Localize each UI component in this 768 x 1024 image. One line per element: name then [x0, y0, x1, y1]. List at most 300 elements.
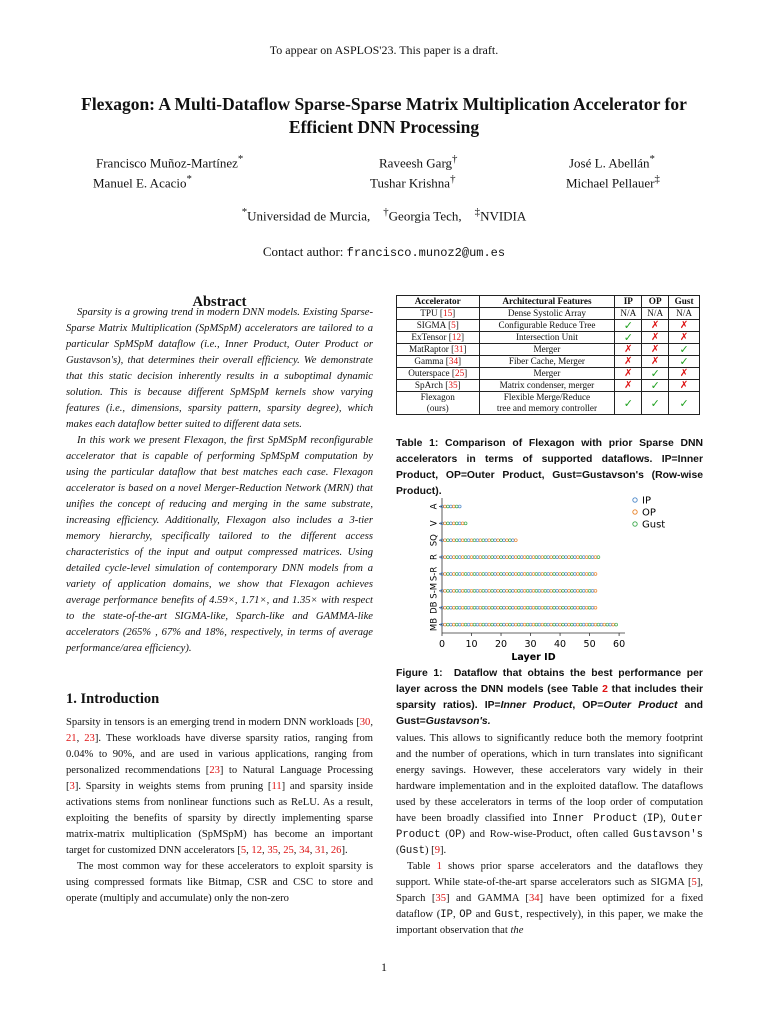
data-point: [458, 589, 461, 592]
data-point: [488, 539, 491, 542]
data-point: [464, 539, 467, 542]
x-tick-label: 30: [524, 639, 537, 650]
data-point: [585, 573, 588, 576]
ip-cell: N/A: [615, 308, 642, 320]
data-point: [517, 589, 520, 592]
category-label: DB: [429, 601, 440, 614]
data-point: [594, 573, 597, 576]
data-point: [455, 573, 458, 576]
data-point: [508, 589, 511, 592]
data-point: [615, 623, 618, 626]
x-tick-label: 10: [465, 639, 478, 650]
data-point: [562, 573, 565, 576]
data-point: [503, 556, 506, 559]
data-point: [520, 589, 523, 592]
data-point: [455, 539, 458, 542]
data-point: [452, 556, 455, 559]
citation[interactable]: 35: [267, 845, 278, 856]
citation[interactable]: 3: [69, 781, 75, 792]
data-point: [526, 573, 529, 576]
data-point: [508, 539, 511, 542]
data-point: [488, 606, 491, 609]
data-point: [506, 556, 509, 559]
data-point: [476, 606, 479, 609]
data-point: [550, 556, 553, 559]
features-cell: Dense Systolic Array: [479, 308, 615, 320]
citation[interactable]: 34: [299, 845, 310, 856]
data-point: [464, 606, 467, 609]
data-point: [479, 623, 482, 626]
data-point: [576, 589, 579, 592]
data-point: [494, 573, 497, 576]
gust-cell: ✗: [669, 368, 700, 380]
contact-line: Contact author: francisco.munoz2@um.es: [262, 244, 506, 260]
intro-paragraph-2: The most common way for these accelerators to exploit sparsity is using compressed formats like Bitmap, CSR and CSC to store and operate (multiply and accumulate) only the non-zero: [66, 861, 373, 904]
data-point: [523, 606, 526, 609]
features-cell: Flexible Merge/Reduce tree and memory controller: [479, 392, 615, 415]
data-point: [514, 573, 517, 576]
data-point: [594, 556, 597, 559]
citation[interactable]: 25: [454, 368, 465, 378]
data-point: [467, 606, 470, 609]
table-row: [397, 344, 700, 356]
data-point: [488, 573, 491, 576]
citation[interactable]: 23: [209, 765, 220, 776]
data-point: [529, 573, 532, 576]
table-header-row: [397, 296, 700, 308]
data-point: [562, 606, 565, 609]
data-point: [500, 623, 503, 626]
data-point: [565, 623, 568, 626]
data-point: [491, 556, 494, 559]
table-header: Gust: [669, 296, 700, 308]
data-point: [570, 606, 573, 609]
data-point: [497, 539, 500, 542]
data-point: [494, 606, 497, 609]
data-point: [464, 556, 467, 559]
data-point: [508, 606, 511, 609]
data-point: [565, 573, 568, 576]
data-point: [447, 623, 450, 626]
accelerator-cell: Gamma [34]: [397, 356, 480, 368]
author-3: José L. Abellán*: [569, 153, 655, 171]
data-point: [447, 505, 450, 508]
op-cell: ✗: [642, 320, 669, 332]
data-point: [517, 606, 520, 609]
data-point: [529, 623, 532, 626]
data-point: [473, 539, 476, 542]
data-point: [458, 556, 461, 559]
data-point: [485, 623, 488, 626]
data-point: [544, 606, 547, 609]
data-point: [588, 573, 591, 576]
data-point: [470, 573, 473, 576]
citation[interactable]: 35: [435, 893, 446, 904]
data-point: [582, 623, 585, 626]
data-point: [455, 505, 458, 508]
data-point: [585, 606, 588, 609]
accelerator-cell: MatRaptor [31]: [397, 344, 480, 356]
citation[interactable]: 9: [434, 845, 440, 856]
data-point: [444, 505, 447, 508]
citation[interactable]: 35: [448, 380, 458, 390]
data-point: [452, 589, 455, 592]
data-point: [568, 623, 571, 626]
data-point: [511, 539, 514, 542]
data-point: [473, 606, 476, 609]
data-point: [544, 573, 547, 576]
data-point: [559, 606, 562, 609]
data-point: [520, 573, 523, 576]
data-point: [532, 623, 535, 626]
data-point: [559, 556, 562, 559]
data-point: [461, 573, 464, 576]
data-point: [458, 573, 461, 576]
data-point: [588, 623, 591, 626]
data-point: [547, 589, 550, 592]
citation[interactable]: 15: [442, 308, 453, 318]
data-point: [582, 606, 585, 609]
data-point: [470, 606, 473, 609]
citation[interactable]: 12: [251, 845, 263, 856]
data-point: [447, 539, 450, 542]
citation[interactable]: 31: [454, 344, 464, 354]
table-caption: Table 1: Comparison of Flexagon with prior Sparse DNN accelerators in terms of supported dataflows. IP=Inner Product, OP=Outer Product, Gust=Gustavson's (Row-wise Product).: [396, 438, 703, 497]
data-point: [568, 606, 571, 609]
data-point: [503, 606, 506, 609]
gust-cell: ✓: [669, 392, 700, 415]
data-point: [476, 623, 479, 626]
draft-notice: To appear on ASPLOS'23. This paper is a draft.: [269, 43, 499, 57]
title-line-2: Efficient DNN Processing: [288, 117, 480, 137]
data-point: [550, 606, 553, 609]
data-point: [568, 589, 571, 592]
data-point: [476, 589, 479, 592]
table-row: [397, 332, 700, 344]
data-point: [570, 573, 573, 576]
data-point: [444, 589, 447, 592]
data-point: [485, 606, 488, 609]
data-point: [529, 589, 532, 592]
figure-caption: Figure 1: Dataflow that obtains the best performance per layer across the DNN models (see Table 2 that includes their sparsity ratios). IP=Inner Product, OP=Outer Product and Gust=Gustavson's.: [396, 668, 704, 727]
legend-label: Gust: [642, 519, 666, 531]
data-point: [541, 573, 544, 576]
citation[interactable]: 23: [84, 733, 95, 744]
data-point: [526, 589, 529, 592]
data-point: [541, 589, 544, 592]
data-point: [482, 556, 485, 559]
data-point: [449, 573, 452, 576]
data-point: [476, 539, 479, 542]
data-point: [582, 573, 585, 576]
table-row-flexagon: [397, 392, 700, 415]
intro-paragraph-1: Sparsity in tensors is an emerging trend in modern DNN workloads [30, 21, 23]. These workloads have diverse sparsity ratios, ranging from 0.04% to 90%, and are used in various applications, ranging from personalized recommendations [23] to Natural Language Processing [3]. Sparsity in weights stems from pruning [11] and sparsity inside activations stems from nonlinear functions such as ReLU. As a result, exploiting the benefits of sparsity by directly implementing sparse matrix-matrix multiplication (SpMSpM) has become an important target for customized DNN accelerators [5, 12, 35, 25, 34, 31, 26].: [66, 717, 374, 856]
accelerator-cell: SpArch [35]: [397, 380, 480, 392]
data-point: [508, 623, 511, 626]
comparison-table: [396, 295, 700, 415]
data-point: [458, 505, 461, 508]
data-point: [550, 589, 553, 592]
data-point: [452, 606, 455, 609]
features-cell: Merger: [479, 344, 615, 356]
data-point: [588, 556, 591, 559]
citation[interactable]: 26: [330, 845, 342, 856]
title-line-1: Flexagon: A Multi-Dataflow Sparse-Sparse Matrix Multiplication Accelerator for: [81, 94, 687, 114]
data-point: [479, 539, 482, 542]
data-point: [612, 623, 615, 626]
citation[interactable]: 11: [271, 781, 282, 792]
data-point: [514, 606, 517, 609]
data-point: [485, 556, 488, 559]
data-point: [482, 573, 485, 576]
citation[interactable]: 5: [451, 320, 456, 330]
features-cell: Intersection Unit: [479, 332, 615, 344]
table-row: [397, 320, 700, 332]
data-point: [579, 573, 582, 576]
data-point: [503, 589, 506, 592]
data-point: [538, 606, 541, 609]
gust-cell: ✗: [669, 380, 700, 392]
legend-marker: [633, 498, 637, 502]
data-point: [464, 522, 467, 525]
data-point: [449, 589, 452, 592]
op-cell: N/A: [642, 308, 669, 320]
data-point: [447, 556, 450, 559]
data-point: [455, 606, 458, 609]
data-point: [538, 623, 541, 626]
data-point: [553, 573, 556, 576]
data-point: [591, 573, 594, 576]
data-point: [455, 556, 458, 559]
table-row: [397, 308, 700, 320]
features-cell: Configurable Reduce Tree: [479, 320, 615, 332]
data-point: [538, 556, 541, 559]
data-point: [562, 556, 565, 559]
data-point: [449, 556, 452, 559]
data-point: [588, 606, 591, 609]
data-point: [464, 573, 467, 576]
data-point: [497, 623, 500, 626]
data-point: [526, 606, 529, 609]
data-point: [538, 589, 541, 592]
data-point: [452, 573, 455, 576]
accelerator-cell: Outerspace [25]: [397, 368, 480, 380]
data-point: [479, 606, 482, 609]
data-point: [482, 589, 485, 592]
data-point: [553, 623, 556, 626]
data-point: [597, 623, 600, 626]
data-point: [547, 606, 550, 609]
data-point: [461, 589, 464, 592]
category-label: MB: [429, 617, 440, 632]
data-point: [511, 623, 514, 626]
data-point: [458, 606, 461, 609]
data-point: [464, 623, 467, 626]
author-6: Michael Pellauer‡: [566, 173, 660, 191]
data-point: [455, 623, 458, 626]
data-point: [479, 573, 482, 576]
data-point: [511, 573, 514, 576]
data-point: [541, 623, 544, 626]
data-point: [494, 623, 497, 626]
data-point: [568, 573, 571, 576]
op-cell: ✓: [642, 380, 669, 392]
op-cell: ✓: [642, 392, 669, 415]
data-point: [444, 539, 447, 542]
data-point: [517, 623, 520, 626]
data-point: [609, 623, 612, 626]
intro-body: [66, 715, 373, 907]
intro-heading: 1. Introduction: [66, 691, 160, 707]
data-point: [570, 623, 573, 626]
ip-cell: ✓: [615, 332, 642, 344]
data-point: [473, 573, 476, 576]
table-header: Accelerator: [397, 296, 480, 308]
data-point: [570, 589, 573, 592]
data-point: [470, 539, 473, 542]
data-point: [491, 623, 494, 626]
abstract-body: [66, 305, 373, 657]
citation[interactable]: 5: [240, 845, 247, 856]
table-row: [397, 368, 700, 380]
data-point: [503, 573, 506, 576]
data-point: [547, 573, 550, 576]
right-paragraph-2: Table 1 shows prior sparse accelerators and the dataflows they support. While state-of-the-art sparse accelerators such as SIGMA [5], Sparch [35] and GAMMA [34] have been optimized for a fixed dataflow (IP, OP and Gust, respectively), in this paper, we make the important observation that the: [396, 861, 703, 936]
x-tick-label: 20: [494, 639, 508, 650]
accelerator-cell: TPU [15]: [397, 308, 480, 320]
data-point: [506, 623, 509, 626]
data-point: [535, 606, 538, 609]
abstract-paragraph-1: Sparsity is a growing trend in modern DNN models. Existing Sparse-Sparse Matrix Multiplication (SpMSpM) accelerators are tailored to a particular SpMSpM dataflow (i.e., Inner Product, Outer Product or Gustavson's), that determines their overall efficiency. We demonstrate that this static decision inherently results in a suboptimal dynamic solution. This is because different SpMSpM kernels show varying features (i.e., dimensions, sparsity pattern, sparsity degree), which makes each dataflow better suited to different data sets.: [66, 307, 373, 430]
data-point: [444, 522, 447, 525]
data-point: [503, 623, 506, 626]
data-point: [523, 573, 526, 576]
affiliations: *Universidad de Murcia, †Georgia Tech, ‡NVIDIA: [241, 206, 527, 224]
data-point: [485, 573, 488, 576]
table-reference[interactable]: 1: [436, 861, 442, 872]
gust-cell: N/A: [669, 308, 700, 320]
table-reference[interactable]: 2: [602, 684, 608, 695]
data-point: [506, 573, 509, 576]
data-point: [470, 623, 473, 626]
data-point: [476, 573, 479, 576]
data-point: [529, 606, 532, 609]
data-point: [500, 573, 503, 576]
gust-cell: ✓: [669, 356, 700, 368]
data-point: [594, 589, 597, 592]
data-point: [526, 623, 529, 626]
data-point: [511, 556, 514, 559]
legend-marker: [633, 522, 637, 526]
data-point: [482, 623, 485, 626]
legend-label: IP: [642, 495, 651, 507]
data-point: [573, 606, 576, 609]
data-point: [582, 556, 585, 559]
features-cell: Fiber Cache, Merger: [479, 356, 615, 368]
data-point: [497, 606, 500, 609]
ip-cell: ✓: [615, 320, 642, 332]
author-2: Raveesh Garg†: [379, 153, 458, 171]
contact-email[interactable]: francisco.munoz2@um.es: [346, 246, 506, 260]
abstract-paragraph-2: In this work we present Flexagon, the first SpMSpM reconfigurable accelerator that is capable of performing SpMSpM computation by using the particular dataflow that best matches each case. Flexagon accelerator is based on a novel Merger-Reduction Network (MRN) that unifies the concept of reducing and merging in the same substrate, increasing efficiency. Additionally, Flexagon also includes a 3-tier memory hierarchy, specifically tailored to the different access characteristics of the input and output compressed matrices. Using detailed cycle-level simulation of contemporary DNN models from a variety of application domains, we show that Flexagon achieves average performance benefits of 4.59×, 1.71×, and 1.35× with respect to the state-of-the-art SIGMA-like, Sparch-like and GAMMA-like accelerators (265% , 67% and 18%, respectively, in terms of average performance/area efficiency).: [66, 435, 373, 654]
data-point: [508, 573, 511, 576]
data-point: [591, 623, 594, 626]
data-point: [556, 606, 559, 609]
data-point: [514, 539, 517, 542]
data-point: [464, 589, 467, 592]
ip-cell: ✗: [615, 356, 642, 368]
data-point: [497, 589, 500, 592]
citation[interactable]: 30: [359, 717, 371, 728]
data-point: [461, 556, 464, 559]
data-point: [447, 573, 450, 576]
data-point: [576, 556, 579, 559]
accelerator-cell: Flexagon (ours): [397, 392, 480, 415]
table-row: [397, 380, 700, 392]
data-point: [573, 623, 576, 626]
data-point: [461, 606, 464, 609]
data-point: [461, 623, 464, 626]
data-point: [523, 556, 526, 559]
citation[interactable]: 31: [314, 845, 326, 856]
data-point: [526, 556, 529, 559]
data-point: [444, 623, 447, 626]
data-point: [452, 539, 455, 542]
data-point: [491, 606, 494, 609]
data-point: [467, 589, 470, 592]
data-point: [506, 606, 509, 609]
accelerator-cell: ExTensor [12]: [397, 332, 480, 344]
data-point: [603, 623, 606, 626]
data-point: [553, 556, 556, 559]
features-cell: Merger: [479, 368, 615, 380]
data-point: [500, 539, 503, 542]
data-point: [597, 556, 600, 559]
data-point: [570, 556, 573, 559]
data-point: [461, 522, 464, 525]
data-point: [470, 556, 473, 559]
citation[interactable]: 12: [451, 332, 462, 342]
data-point: [579, 589, 582, 592]
data-point: [488, 556, 491, 559]
data-point: [511, 606, 514, 609]
citation[interactable]: 34: [528, 893, 540, 904]
data-point: [544, 589, 547, 592]
data-point: [562, 623, 565, 626]
citation[interactable]: 21: [66, 733, 77, 744]
citation[interactable]: 34: [448, 356, 459, 366]
data-point: [523, 623, 526, 626]
x-tick-label: 60: [613, 639, 626, 650]
x-tick-label: 50: [583, 639, 596, 650]
citation[interactable]: 25: [283, 845, 294, 856]
data-point: [497, 556, 500, 559]
data-point: [447, 522, 450, 525]
data-point: [582, 589, 585, 592]
ip-cell: ✗: [615, 368, 642, 380]
data-point: [467, 539, 470, 542]
data-point: [538, 573, 541, 576]
data-point: [444, 573, 447, 576]
data-point: [494, 589, 497, 592]
citation[interactable]: 5: [691, 877, 697, 888]
data-point: [553, 606, 556, 609]
category-label: SQ: [429, 534, 440, 547]
layer-dataflow-chart: [420, 490, 680, 665]
table-row: [397, 356, 700, 368]
category-label: R: [429, 554, 440, 561]
data-point: [444, 606, 447, 609]
